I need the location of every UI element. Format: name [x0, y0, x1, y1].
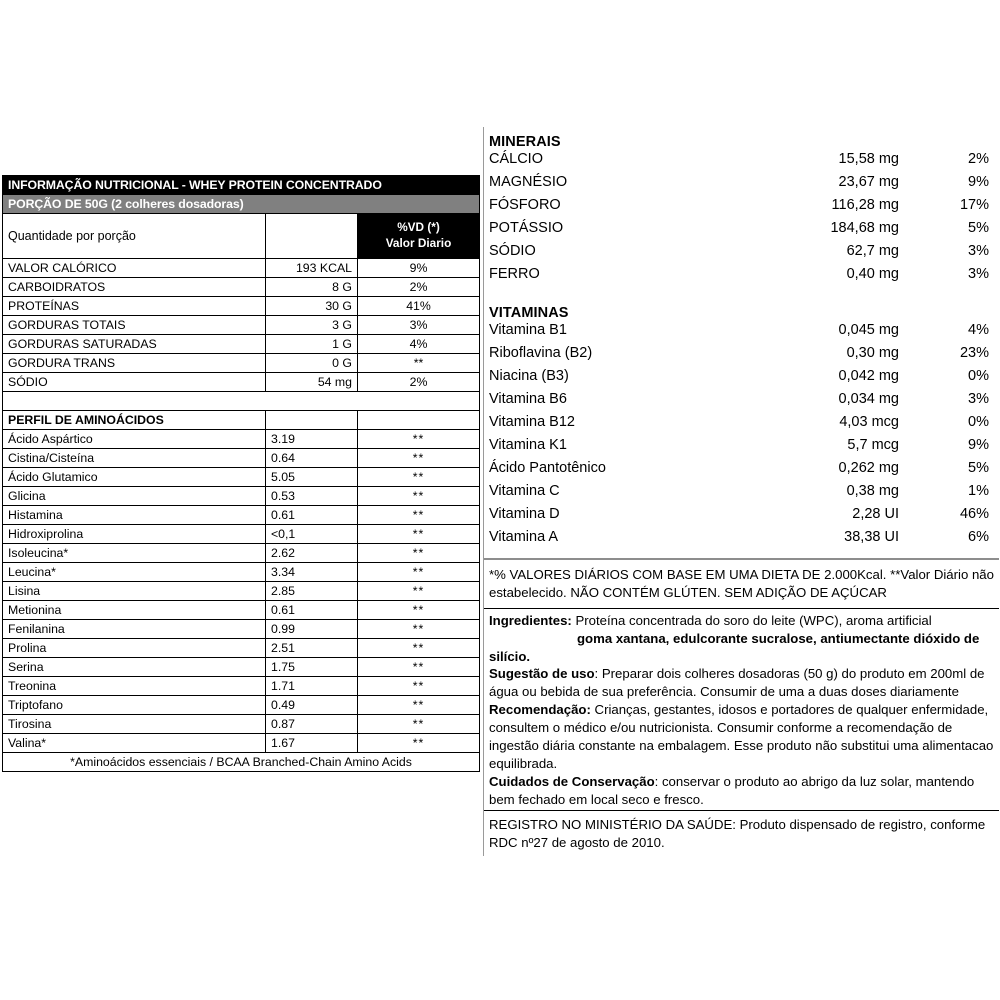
- nutrition-column-header-row: [3, 214, 480, 259]
- list-item: [489, 345, 999, 368]
- ingredients-paragraph-3: [489, 648, 995, 666]
- vitamin-value: 2,28 UI: [852, 506, 899, 522]
- label-portion: PORÇÃO DE 50G (2 colheres dosadoras): [3, 195, 480, 214]
- label-title-row: [3, 176, 480, 195]
- nutrient-name: PROTEÍNAS: [3, 297, 266, 316]
- list-item: [489, 483, 999, 506]
- amino-pct: **: [358, 639, 480, 658]
- amino-pct: **: [358, 696, 480, 715]
- amino-value: 3.34: [266, 563, 358, 582]
- table-row: [3, 430, 480, 449]
- amino-header-spacer-2: [358, 411, 480, 430]
- vitamin-value: 38,38 UI: [844, 529, 899, 545]
- nutrient-value: 8 G: [266, 278, 358, 297]
- amino-pct: **: [358, 544, 480, 563]
- list-item: [489, 437, 999, 460]
- vitamin-name: Vitamina D: [489, 506, 560, 522]
- table-row: [3, 639, 480, 658]
- table-row: [3, 696, 480, 715]
- table-row: [3, 544, 480, 563]
- amino-value: 0.49: [266, 696, 358, 715]
- nutrient-value: 0 G: [266, 354, 358, 373]
- amino-pct: **: [358, 468, 480, 487]
- mineral-value: 0,40 mg: [846, 266, 899, 282]
- vd-header-line1: %VD (*): [397, 220, 440, 235]
- amino-pct: **: [358, 506, 480, 525]
- amino-name: Lisina: [3, 582, 266, 601]
- vitamin-value: 5,7 mcg: [847, 437, 899, 453]
- table-row: [3, 506, 480, 525]
- amino-name: Isoleucina*: [3, 544, 266, 563]
- list-item: [489, 197, 999, 220]
- storage-label: Cuidados de Conservação: [489, 774, 655, 790]
- vitamin-name: Vitamina K1: [489, 437, 567, 453]
- vitamin-name: Vitamina C: [489, 483, 560, 499]
- mineral-name: FÓSFORO: [489, 197, 561, 213]
- product-info-box: [484, 609, 999, 811]
- usage-paragraph: [489, 665, 995, 701]
- amino-value: 0.64: [266, 449, 358, 468]
- label-title: INFORMAÇÃO NUTRICIONAL - WHEY PROTEIN CONCENTRADO: [3, 176, 480, 195]
- amino-pct: **: [358, 449, 480, 468]
- qty-per-portion-header: Quantidade por porção: [3, 214, 266, 259]
- nutrient-value: 1 G: [266, 335, 358, 354]
- list-item: [489, 460, 999, 483]
- mineral-name: FERRO: [489, 266, 540, 282]
- vitamin-pct: 46%: [959, 506, 989, 522]
- vitamin-name: Vitamina B1: [489, 322, 567, 338]
- amino-name: Treonina: [3, 677, 266, 696]
- nutrition-table-body: [3, 176, 480, 772]
- vd-header: [358, 214, 480, 259]
- list-item: [489, 414, 999, 437]
- table-row: [3, 715, 480, 734]
- table-row: [3, 601, 480, 620]
- ingredients-line2: goma xantana, edulcorante sucralose, antiumectante dióxido de: [577, 630, 980, 646]
- amino-name: Metionina: [3, 601, 266, 620]
- table-row: [3, 278, 480, 297]
- nutrient-name: GORDURAS TOTAIS: [3, 316, 266, 335]
- amino-value: 2.85: [266, 582, 358, 601]
- recommendation-text: Crianças, gestantes, idosos e portadores de qualquer enfermidade, consultem o médico e/ou nutricionista. Consumir conforme a recomendação de ingestão diária constante na embalagem. Esse produto não substitui uma alimentacao equilibrada.: [489, 702, 994, 772]
- amino-pct: **: [358, 430, 480, 449]
- amino-value: 0.53: [266, 487, 358, 506]
- vd-header-line2: Valor Diario: [385, 236, 452, 250]
- amino-name: Valina*: [3, 734, 266, 753]
- amino-value: 0.61: [266, 601, 358, 620]
- mineral-value: 15,58 mg: [838, 151, 899, 167]
- nutrient-name: VALOR CALÓRICO: [3, 259, 266, 278]
- vitamin-value: 0,042 mg: [838, 368, 899, 384]
- vitamin-pct: 23%: [959, 345, 989, 361]
- mineral-pct: 2%: [968, 151, 989, 167]
- amino-name: Histamina: [3, 506, 266, 525]
- mineral-pct: 5%: [968, 220, 989, 236]
- nutrient-pct: 2%: [358, 373, 480, 392]
- minerals-vitamins-spacer: [489, 289, 999, 303]
- vitamin-pct: 1%: [968, 483, 989, 499]
- vitamin-name: Niacina (B3): [489, 368, 569, 384]
- table-row: [3, 734, 480, 753]
- table-row: [3, 373, 480, 392]
- amino-value: 1.67: [266, 734, 358, 753]
- daily-values-footnote: *% VALORES DIÁRIOS COM BASE EM UMA DIETA DE 2.000Kcal. **Valor Diário não estabelecido. NÃO CONTÉM GLÚTEN. SEM ADIÇÃO DE AÇÚCAR: [484, 560, 999, 609]
- table-row: [3, 658, 480, 677]
- ingredients-line3: silício.: [489, 648, 531, 664]
- amino-value: <0,1: [266, 525, 358, 544]
- nutrient-name: GORDURAS SATURADAS: [3, 335, 266, 354]
- registration-note: REGISTRO NO MINISTÉRIO DA SAÚDE: Produto dispensado de registro, conforme RDC nº27 de agosto de 2010.: [489, 817, 986, 851]
- list-item: [489, 368, 999, 391]
- nutrient-name: CARBOIDRATOS: [3, 278, 266, 297]
- mineral-value: 184,68 mg: [830, 220, 899, 236]
- storage-text: : conservar o produto ao abrigo da luz solar, mantendo bem fechado em local seco e fresco.: [489, 774, 975, 808]
- vitamin-name: Riboflavina (B2): [489, 345, 593, 361]
- amino-pct: **: [358, 677, 480, 696]
- amino-value: 1.75: [266, 658, 358, 677]
- amino-pct: **: [358, 715, 480, 734]
- nutrient-pct: 2%: [358, 278, 480, 297]
- amino-name: Serina: [3, 658, 266, 677]
- vitamin-value: 4,03 mcg: [839, 414, 899, 430]
- amino-pct: **: [358, 525, 480, 544]
- amino-name: Cistina/Cisteína: [3, 449, 266, 468]
- vitamin-pct: 9%: [968, 437, 989, 453]
- amino-pct: **: [358, 487, 480, 506]
- list-item: [489, 151, 999, 174]
- usage-label: Sugestão de uso: [489, 666, 595, 682]
- ingredients-paragraph-2: [489, 630, 995, 648]
- nutrition-facts-panel: [2, 175, 479, 772]
- amino-footer: *Aminoácidos essenciais / BCAA Branched-Chain Amino Acids: [3, 753, 480, 772]
- amino-profile-header-row: [3, 411, 480, 430]
- vitamin-pct: 0%: [968, 368, 989, 384]
- mineral-name: POTÁSSIO: [489, 220, 564, 236]
- table-row: [3, 316, 480, 335]
- list-item: [489, 220, 999, 243]
- amino-name: Tirosina: [3, 715, 266, 734]
- micronutrients-panel: [483, 127, 999, 856]
- table-row: [3, 677, 480, 696]
- amino-footer-row: [3, 753, 480, 772]
- mineral-name: CÁLCIO: [489, 151, 543, 167]
- nutrient-pct: 3%: [358, 316, 480, 335]
- amino-name: Hidroxiprolina: [3, 525, 266, 544]
- vitamin-value: 0,30 mg: [846, 345, 899, 361]
- mineral-value: 62,7 mg: [846, 243, 899, 259]
- amino-name: Fenilanina: [3, 620, 266, 639]
- mineral-pct: 3%: [968, 243, 989, 259]
- mineral-pct: 9%: [968, 174, 989, 190]
- amino-pct: **: [358, 620, 480, 639]
- mineral-name: MAGNÉSIO: [489, 174, 568, 190]
- table-row: [3, 335, 480, 354]
- table-row: [3, 449, 480, 468]
- mineral-name: SÓDIO: [489, 243, 536, 259]
- list-item: [489, 322, 999, 345]
- label-portion-row: [3, 195, 480, 214]
- mineral-value: 116,28 mg: [831, 197, 899, 213]
- vitamin-pct: 3%: [968, 391, 989, 407]
- amino-name: Ácido Aspártico: [3, 430, 266, 449]
- amino-value: 2.62: [266, 544, 358, 563]
- list-item: [489, 529, 999, 552]
- amino-value: 5.05: [266, 468, 358, 487]
- amino-value: 0.87: [266, 715, 358, 734]
- amino-name: Ácido Glutamico: [3, 468, 266, 487]
- amino-pct: **: [358, 601, 480, 620]
- vitamin-value: 0,262 mg: [838, 460, 899, 476]
- nutrient-value: 193 KCAL: [266, 259, 358, 278]
- amino-pct: **: [358, 658, 480, 677]
- amino-header-spacer-1: [266, 411, 358, 430]
- list-item: [489, 506, 999, 529]
- amino-name: Glicina: [3, 487, 266, 506]
- vitamin-name: Vitamina B12: [489, 414, 575, 430]
- table-row: [3, 582, 480, 601]
- nutrient-name: GORDURA TRANS: [3, 354, 266, 373]
- list-item: [489, 174, 999, 197]
- table-row: [3, 487, 480, 506]
- mineral-pct: 3%: [968, 266, 989, 282]
- storage-paragraph: [489, 773, 995, 809]
- nutrient-pct: **: [358, 354, 480, 373]
- nutrient-pct: 41%: [358, 297, 480, 316]
- amino-name: Triptofano: [3, 696, 266, 715]
- amino-profile-header: PERFIL DE AMINOÁCIDOS: [3, 411, 266, 430]
- amino-value: 0.61: [266, 506, 358, 525]
- vitamin-pct: 0%: [968, 414, 989, 430]
- minerals-header: MINERAIS: [489, 134, 561, 150]
- nutrient-pct: 4%: [358, 335, 480, 354]
- table-row: [3, 259, 480, 278]
- list-item: [489, 391, 999, 414]
- nutrient-value: 3 G: [266, 316, 358, 335]
- table-row: [3, 563, 480, 582]
- ingredients-paragraph: [489, 612, 995, 630]
- usage-text: : Preparar dois colheres dosadoras (50 g) do produto em 200ml de água ou bebida de sua preferência. Consumir de uma a duas doses diariamente: [489, 666, 985, 700]
- ingredients-label: Ingredientes:: [489, 612, 572, 628]
- section-spacer: [3, 392, 480, 411]
- table-row: [3, 468, 480, 487]
- vitamin-name: Ácido Pantotênico: [489, 460, 606, 476]
- vitamin-name: Vitamina A: [489, 529, 559, 545]
- table-row: [3, 297, 480, 316]
- vitamin-name: Vitamina B6: [489, 391, 567, 407]
- amino-value: 3.19: [266, 430, 358, 449]
- recommendation-label: Recomendação:: [489, 702, 591, 718]
- amino-value: 1.71: [266, 677, 358, 696]
- nutrient-value: 54 mg: [266, 373, 358, 392]
- vitamin-value: 0,045 mg: [838, 322, 899, 338]
- mineral-value: 23,67 mg: [838, 174, 899, 190]
- amino-value: 2.51: [266, 639, 358, 658]
- table-row: [3, 620, 480, 639]
- ingredients-line1: Proteína concentrada do soro do leite (WPC), aroma artificial: [571, 612, 932, 628]
- vitamin-value: 0,38 mg: [846, 483, 899, 499]
- nutrient-pct: 9%: [358, 259, 480, 278]
- vitamin-pct: 5%: [968, 460, 989, 476]
- amino-pct: **: [358, 563, 480, 582]
- nutrient-name: SÓDIO: [3, 373, 266, 392]
- recommendation-paragraph: [489, 701, 995, 773]
- amino-value: 0.99: [266, 620, 358, 639]
- nutrient-value: 30 G: [266, 297, 358, 316]
- vitamin-value: 0,034 mg: [838, 391, 899, 407]
- vitamins-header: VITAMINAS: [489, 305, 569, 321]
- list-item: [489, 243, 999, 266]
- amino-name: Leucina*: [3, 563, 266, 582]
- mineral-pct: 17%: [959, 197, 989, 213]
- vitamin-pct: 6%: [968, 529, 989, 545]
- qty-value-header-spacer: [266, 214, 358, 259]
- nutrition-table: [2, 175, 480, 772]
- table-row: [3, 525, 480, 544]
- list-item: [489, 266, 999, 289]
- amino-pct: **: [358, 582, 480, 601]
- vitamin-pct: 4%: [968, 322, 989, 338]
- amino-name: Prolina: [3, 639, 266, 658]
- amino-pct: **: [358, 734, 480, 753]
- micronutrient-lists: [484, 127, 999, 560]
- table-row: [3, 354, 480, 373]
